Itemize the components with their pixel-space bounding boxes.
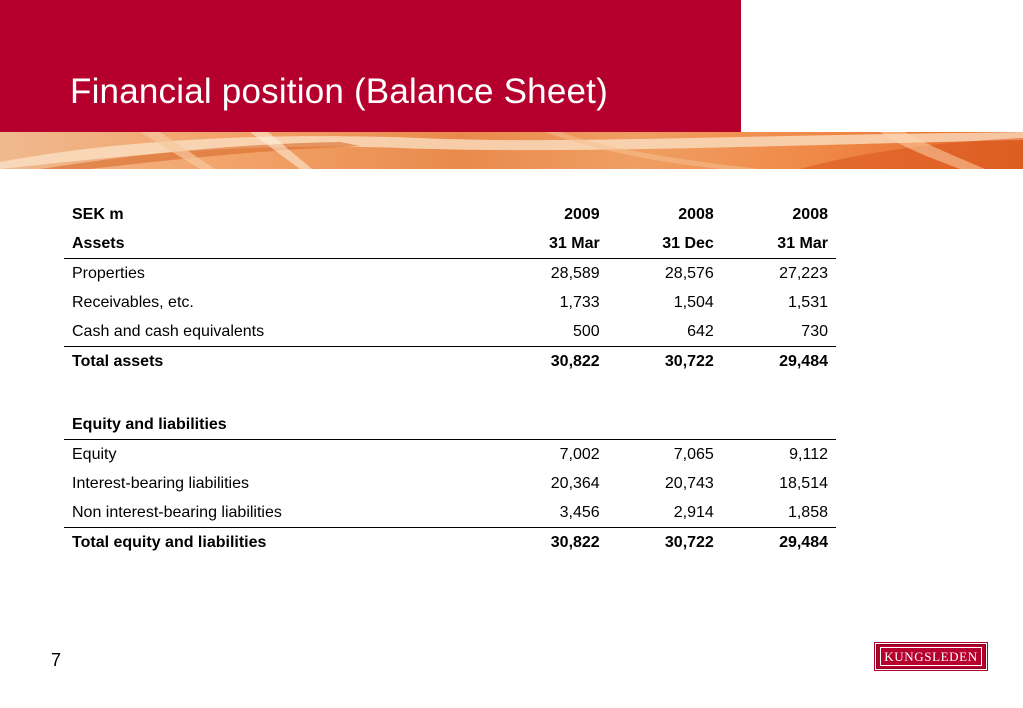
value-cell: 29,484 — [779, 352, 828, 370]
value-cell: 2,914 — [608, 498, 722, 528]
title-bar — [0, 0, 741, 132]
value-cell: 30,822 — [550, 533, 600, 551]
header-cell: 2008 — [678, 205, 714, 223]
value-cell: 28,589 — [550, 264, 600, 282]
value-cell: 30,722 — [664, 352, 714, 370]
kungsleden-logo — [876, 644, 986, 669]
table-row — [64, 317, 836, 347]
header-cell: 31 Mar — [479, 229, 608, 259]
table-row — [64, 440, 836, 470]
row-label: Total equity and liabilities — [72, 533, 267, 551]
value-cell: 3,456 — [479, 498, 608, 528]
header-cell: 31 Dec — [608, 229, 722, 259]
row-label: Interest-bearing liabilities — [72, 474, 249, 492]
table-row — [64, 498, 836, 528]
value-cell: 30,822 — [550, 352, 600, 370]
value-cell: 1,858 — [722, 498, 836, 528]
value-cell: 28,576 — [664, 264, 714, 282]
page-number: 7 — [51, 650, 62, 670]
header-cell: Assets — [64, 229, 479, 259]
value-cell: 30,722 — [664, 533, 714, 551]
value-cell: 20,743 — [664, 474, 714, 492]
value-cell: 1,504 — [673, 293, 714, 311]
logo-text: KUNGSLEDEN — [880, 647, 981, 666]
value-cell: 7,002 — [559, 445, 600, 463]
section-heading-row — [64, 410, 836, 440]
value-cell: 27,223 — [779, 264, 828, 282]
value-cell: 18,514 — [779, 474, 828, 492]
value-cell: 500 — [479, 317, 608, 347]
decorative-swoosh-graphic — [0, 132, 1023, 169]
header-cell: 2009 — [564, 205, 600, 223]
value-cell: 20,364 — [550, 474, 600, 492]
slide-title: Financial position (Balance Sheet) — [70, 72, 608, 111]
header-cell: 31 Mar — [722, 229, 836, 259]
row-label: Receivables, etc. — [72, 293, 194, 311]
value-cell: 730 — [722, 317, 836, 347]
header-cell: SEK m — [72, 205, 124, 223]
spacer-row — [64, 376, 836, 410]
value-cell: 642 — [608, 317, 722, 347]
row-label: Equity — [72, 445, 117, 463]
row-label: Cash and cash equivalents — [64, 317, 479, 347]
row-label: Total assets — [72, 352, 164, 370]
total-assets-row — [64, 347, 836, 377]
row-label: Properties — [72, 264, 145, 282]
balance-sheet-table — [64, 200, 836, 557]
value-cell: 9,112 — [789, 445, 828, 463]
table-row — [64, 469, 836, 498]
value-cell: 1,733 — [559, 293, 600, 311]
table-row — [64, 259, 836, 289]
header-row-dates — [64, 229, 836, 259]
decorative-photo-band — [0, 132, 1023, 169]
value-cell: 29,484 — [779, 533, 828, 551]
header-cell: 2008 — [792, 205, 828, 223]
row-label: Non interest-bearing liabilities — [64, 498, 479, 528]
section-heading: Equity and liabilities — [64, 410, 479, 440]
value-cell: 7,065 — [673, 445, 714, 463]
table-row — [64, 288, 836, 317]
header-row-years — [64, 200, 836, 229]
total-liabilities-row — [64, 528, 836, 558]
value-cell: 1,531 — [787, 293, 828, 311]
